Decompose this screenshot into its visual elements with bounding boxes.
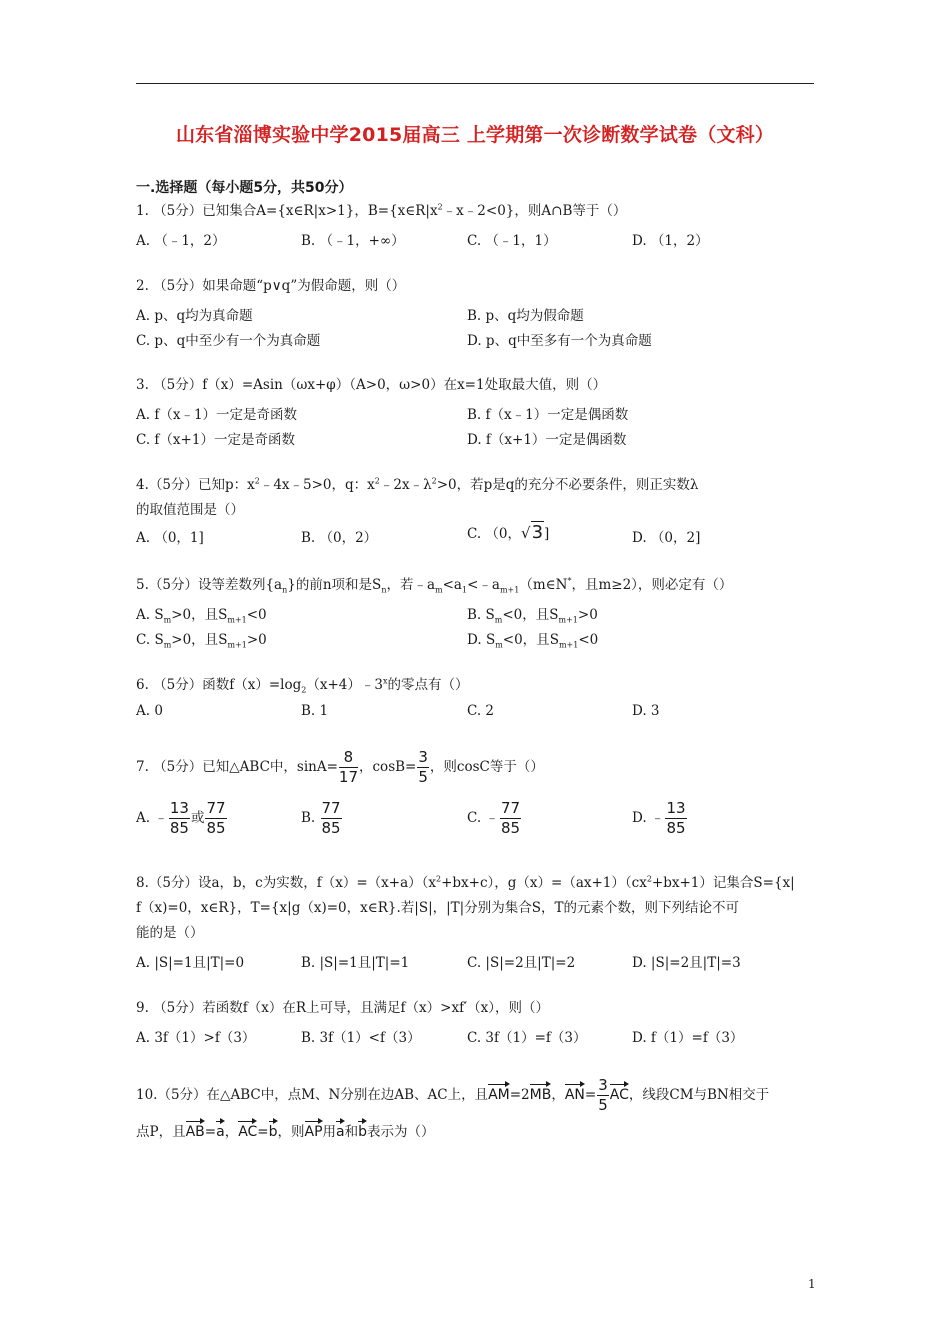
vector-b: b [358,1118,367,1140]
header-rule [136,83,814,84]
question-8-line-3: 能的是（） [136,925,204,941]
vector-am: AM [488,1081,510,1103]
vector-a: a [336,1118,345,1140]
question-10: 10.（5分）在△ABC中，点M、N分别在边AB、AC上，且AM=2MB，AN= $\frac{3}{5}$ AC，线段CM与BN相交于 [136,1076,770,1114]
vector-a: a [216,1118,225,1140]
q6-option-a[interactable]: A. 0 [136,703,163,719]
q4-option-b[interactable]: B. （0，2） [301,530,378,546]
fraction: $\frac{13}{85}$ [169,799,189,837]
q1-option-a[interactable]: A. （﹣1，2） [136,233,226,249]
q8-option-a[interactable]: A. |S|=1且|T|=0 [136,955,245,971]
question-7: 7. （5分）已知△ABC中，sinA= $\frac{8}{17}$ ，cosB= $\frac{3}{5}$ ，则cosC等于（） [136,748,544,786]
fraction-3-5: $\frac{3}{5}$ [418,748,428,786]
question-8-line-2: f（x)=0，x∈R}，T={x|g（x)=0，x∈R}.若|S|，|T|分别为集合S，T的元素个数，则下列结论不可 [136,900,739,916]
q7-option-b[interactable]: B. $\frac{77}{85}$ [301,799,341,837]
question-6: 6. （5分）函数$f(x)=\log_2(x+4)﹣3^x$的零点有（） [136,676,469,695]
q7-option-a[interactable]: A. ﹣ $\frac{13}{85}$ 或 $\frac{77}{85}$ [136,799,226,837]
q8-option-b[interactable]: B. |S|=1且|T|=1 [301,955,410,971]
q9-option-b[interactable]: B. 3f（1）<f（3） [301,1030,421,1046]
q1-option-c[interactable]: C. （﹣1，1） [467,233,557,249]
question-8: 8.（5分）设a，b，c为实数，$f(x)=(x+a)(x^2+bx+c)$，$g(x)=(ax+1)(cx^2+bx+1)$记集合S={x| [136,874,795,891]
question-10-line-2: 点P，且AB=a，AC=b，则AP用a和b表示为（） [136,1118,435,1140]
vector-ac: AC [610,1081,629,1103]
vector-an: AN [565,1081,585,1103]
q4-option-d[interactable]: D. （0，2] [632,530,701,546]
q3-option-c[interactable]: C. f（x+1）一定是奇函数 [136,432,295,448]
q2-option-d[interactable]: D. p、q中至多有一个为真命题 [467,333,652,349]
q5-option-c[interactable]: C. $S_m>0$，且$S_{m+1}>0$ [136,632,267,650]
fraction-8-17: $\frac{8}{17}$ [338,748,358,786]
question-2: 2. （5分）如果命题“p∨q”为假命题，则（） [136,278,406,294]
vector-ap: AP [305,1118,323,1140]
fraction-3-5: $\frac{3}{5}$ [598,1076,608,1114]
q3-option-a[interactable]: A. f（x﹣1）一定是奇函数 [136,407,298,423]
q9-option-d[interactable]: D. f（1）=f（3） [632,1030,744,1046]
vector-ac: AC [238,1118,257,1140]
q3-option-b[interactable]: B. f（x﹣1）一定是偶函数 [467,407,629,423]
q7-option-c[interactable]: C. ﹣ $\frac{77}{85}$ [467,799,521,837]
question-3: 3. （5分）f（x）=Asin（ωx+φ）（A>0，ω>0）在x=1处取最大值，则（） [136,377,607,393]
question-1: 1. （5分）已知集合A={x∈R|x>1}，$B=\{x\in R|x^2﹣x﹣2<0\}$，则A∩B等于（） [136,202,627,219]
q5-option-a[interactable]: A. $S_m>0$，且$S_{m+1}<0$ [136,607,267,625]
q9-option-a[interactable]: A. 3f（1）>f（3） [136,1030,256,1046]
page-title: 山东省淄博实验中学2015届高三 上学期第一次诊断数学试卷（文科） [175,124,775,146]
q5-option-d[interactable]: D. $S_m<0$，且$S_{m+1}<0$ [467,632,599,650]
q6-option-b[interactable]: B. 1 [301,703,329,719]
q1-option-d[interactable]: D. （1，2） [632,233,709,249]
question-9: 9. （5分）若函数f（x）在R上可导，且满足f（x）>xf′（x），则（） [136,1000,549,1016]
fraction: $\frac{77}{85}$ [500,799,521,837]
vector-b: b [269,1118,278,1140]
q8-option-c[interactable]: C. |S|=2且|T|=2 [467,955,576,971]
question-5: 5.（5分）设等差数列$\{a_n\}$的前n项和是$S_n$，若$﹣a_m<a_1<﹣a_{m+1}(m\in N^*$，且m≥2），则必定有（） [136,576,733,595]
question-4-line-2: 的取值范围是（） [136,502,244,518]
section-heading: 一.选择题（每小题5分，共50分） [136,180,353,196]
fraction: $\frac{77}{85}$ [206,799,226,837]
q2-option-c[interactable]: C. p、q中至少有一个为真命题 [136,333,321,349]
q7-option-d[interactable]: D. ﹣ $\frac{13}{85}$ [632,799,686,837]
q2-option-b[interactable]: B. p、q均为假命题 [467,308,584,324]
q9-option-c[interactable]: C. 3f（1）=f（3） [467,1030,587,1046]
q4-option-c[interactable]: C. （0，√3] [467,522,550,543]
q3-option-d[interactable]: D. f（x+1）一定是偶函数 [467,432,627,448]
q5-option-b[interactable]: B. $S_m<0$，且$S_{m+1}>0$ [467,607,598,625]
sqrt-symbol: √3 [521,522,544,543]
q6-option-c[interactable]: C. 2 [467,703,495,719]
q2-option-a[interactable]: A. p、q均为真命题 [136,308,253,324]
q1-option-b[interactable]: B. （﹣1，+∞） [301,233,405,249]
vector-mb: MB [530,1081,552,1103]
question-4: 4.（5分）已知p：$x^2﹣4x﹣5>0$，q：$x^2﹣2x﹣\lambda^2>0$，若p是q的充分不必要条件，则正实数λ [136,476,699,493]
vector-ab: AB [186,1118,205,1140]
q8-option-d[interactable]: D. |S|=2且|T|=3 [632,955,741,971]
page-number: 1 [808,1277,816,1291]
fraction: $\frac{77}{85}$ [321,799,341,837]
q6-option-d[interactable]: D. 3 [632,703,660,719]
q4-option-a[interactable]: A. （0，1] [136,530,204,546]
fraction: $\frac{13}{85}$ [666,799,686,837]
